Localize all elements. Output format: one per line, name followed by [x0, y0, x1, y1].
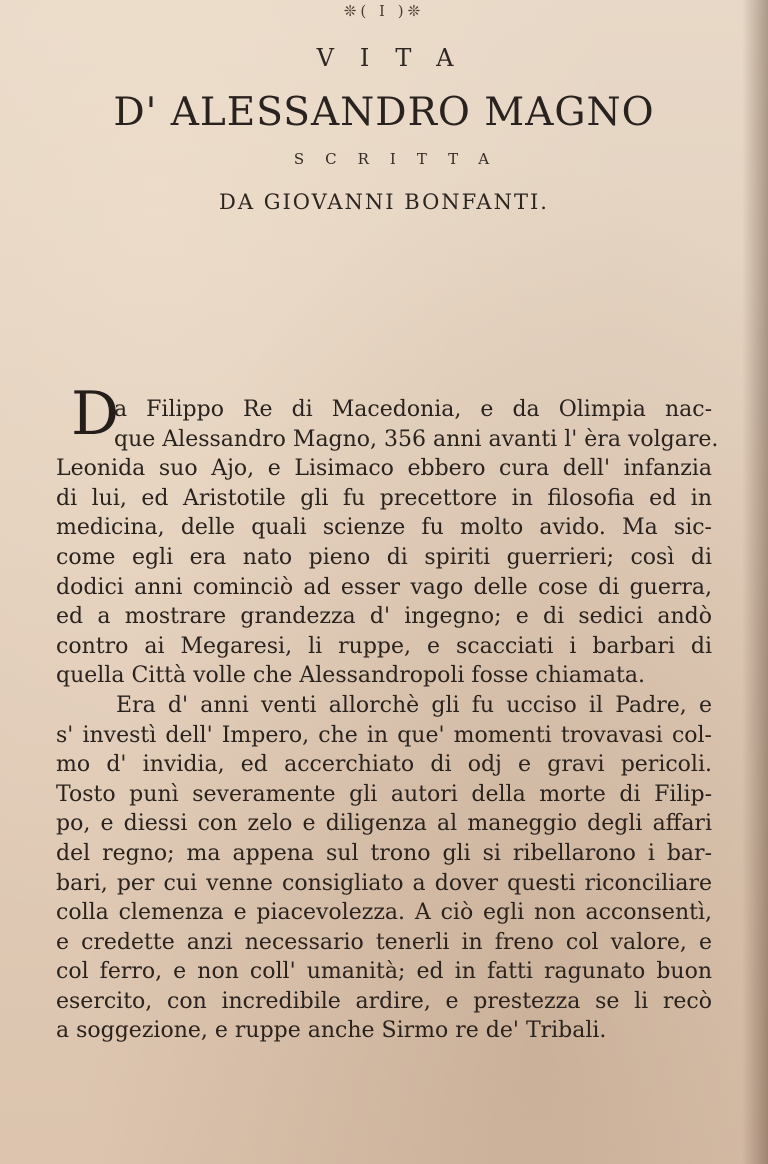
text-line: que Alessandro Magno, 356 anni avanti l' èra volgare.: [114, 426, 719, 452]
text-line: bari, per cui venne consigliato a dover questi riconciliare: [56, 870, 712, 896]
drop-cap: D: [71, 379, 120, 449]
text-line: medicina, delle quali scienze fu molto avido. Ma sic-: [56, 515, 712, 541]
text-line: ed a mostrare grandezza d' ingegno; e di sedici andò: [56, 604, 712, 630]
text-line: di lui, ed Aristotile gli fu precettore in filosofia ed in: [56, 485, 712, 511]
text-line: quella Città volle che Alessandropoli fosse chiamata.: [56, 663, 645, 689]
text-line: esercito, con incredibile ardire, e prestezza se li recò: [56, 988, 712, 1014]
text-line: a Filippo Re di Macedonia, e da Olimpia nac-: [114, 397, 712, 422]
body-text: [56, 395, 719, 1046]
text-line: col ferro, e non coll' umanità; ed in fatti ragunato buon: [56, 959, 712, 985]
text-line: come egli era nato pieno di spiriti guerrieri; così di: [56, 544, 712, 570]
text-line: po, e diessi con zelo e diligenza al maneggio degli affari: [56, 811, 712, 837]
text-line: Leonida suo Ajo, e Lisimaco ebbero cura dell' infanzia: [56, 456, 712, 482]
title-vita: VITA: [316, 44, 480, 72]
text-line: s' investì dell' Impero, che in que' momenti trovavasi col-: [56, 722, 712, 748]
text-line: Tosto punì severamente gli autori della morte di Filip-: [56, 781, 712, 807]
text-line: Era d' anni venti allorchè gli fu ucciso il Padre, e: [116, 692, 712, 718]
page-title: D' ALESSANDRO MAGNO: [113, 90, 655, 135]
text-line: a soggezione, e ruppe anche Sirmo re de' Tribali.: [56, 1018, 607, 1044]
title-scritta: SCRITTA: [293, 150, 511, 168]
text-line: dodici anni cominciò ad esser vago delle cose di guerra,: [56, 574, 712, 600]
text-line: contro ai Megaresi, li ruppe, e scacciati i barbari di: [56, 633, 712, 659]
author-line: DA GIOVANNI BONFANTI.: [219, 190, 549, 214]
text-line: colla clemenza e piacevolezza. A ciò egli non acconsentì,: [56, 900, 712, 926]
text-line: mo d' invidia, ed accerchiato di odj e gravi pericoli.: [56, 752, 712, 778]
text-line: e credette anzi necessario tenerli in freno col valore, e: [56, 929, 712, 955]
page-number-ornament: ❊( I )❊: [343, 2, 425, 20]
text-line: del regno; ma appena sul trono gli si ribellarono i bar-: [56, 840, 712, 866]
